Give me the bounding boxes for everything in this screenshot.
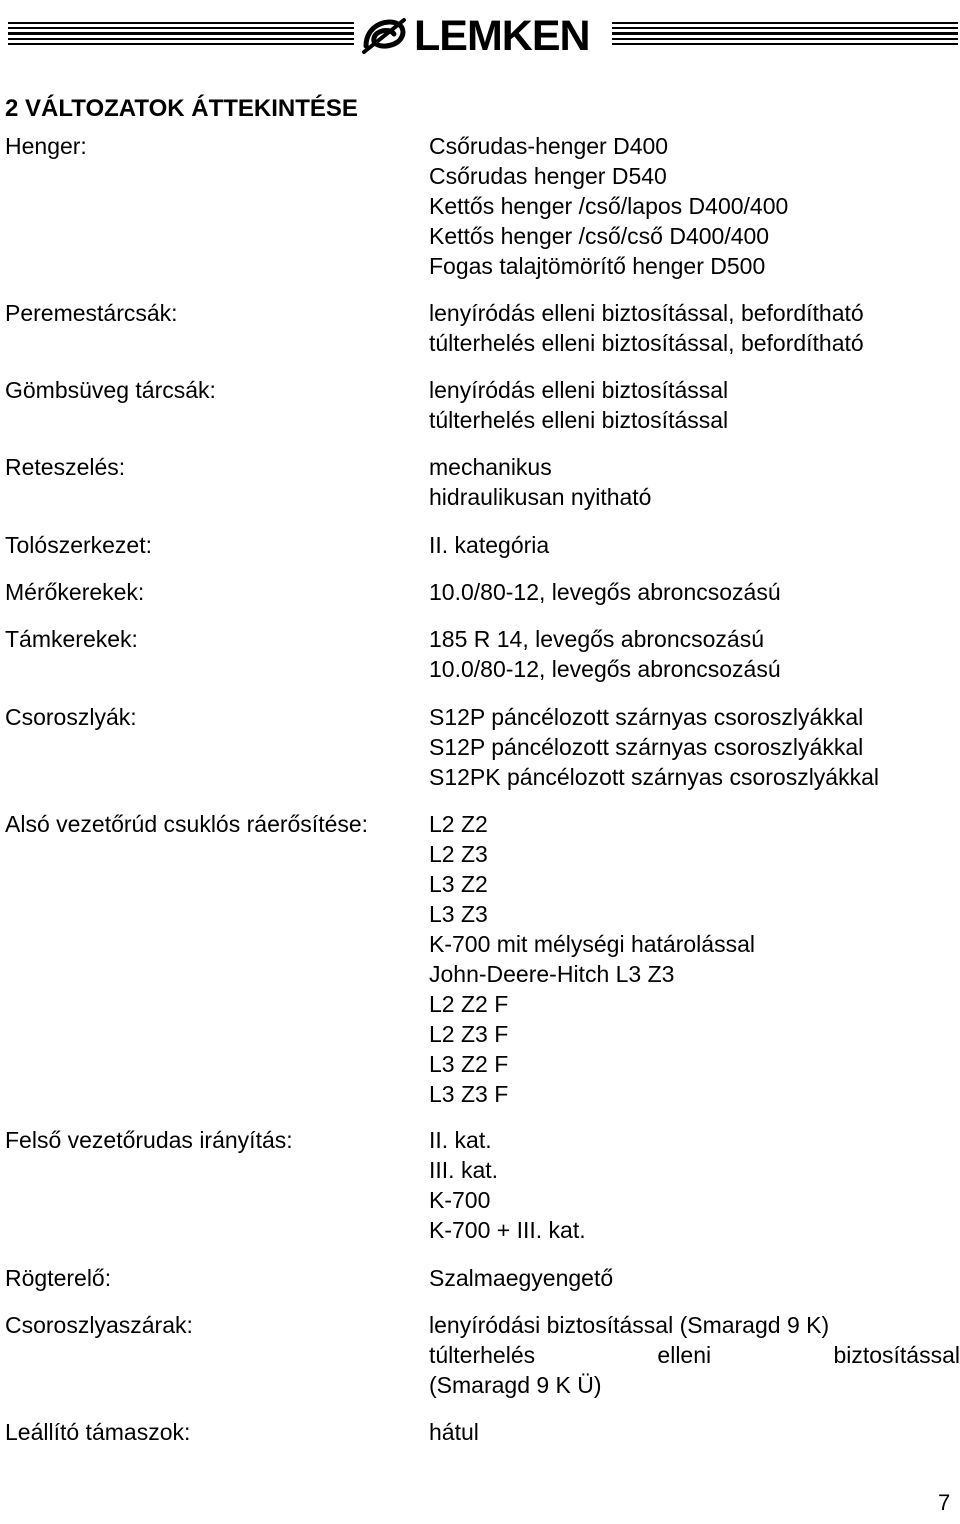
logo-text: LEMKEN xyxy=(414,12,590,60)
justified-word: elleni xyxy=(657,1342,712,1368)
spec-values xyxy=(429,624,960,684)
spec-label: Henger: xyxy=(5,133,87,159)
spec-values xyxy=(429,702,960,792)
spec-label: Alsó vezetőrúd csuklós ráerősítése: xyxy=(5,811,369,837)
lemken-emblem-icon xyxy=(360,16,410,56)
spec-value: (Smaragd 9 K Ü) xyxy=(429,1372,602,1398)
page-number: 7 xyxy=(938,1490,951,1515)
spec-value: lenyíródási biztosítással (Smaragd 9 K) xyxy=(429,1312,830,1338)
spec-value: L2 Z3 F xyxy=(429,1021,509,1047)
spec-value: Kettős henger /cső/lapos D400/400 xyxy=(429,193,789,219)
spec-value-justified xyxy=(429,1340,960,1370)
spec-values xyxy=(429,452,960,512)
spec-value: 10.0/80-12, levegős abroncsozású xyxy=(429,656,781,682)
spec-label: Rögterelő: xyxy=(5,1265,112,1291)
spec-values xyxy=(429,131,960,281)
justified-word: biztosítással xyxy=(833,1342,960,1368)
spec-value: John-Deere-Hitch L3 Z3 xyxy=(429,961,675,987)
spec-values xyxy=(429,375,960,435)
spec-label: Gömbsüveg tárcsák: xyxy=(5,377,216,403)
spec-value: Kettős henger /cső/cső D400/400 xyxy=(429,223,770,249)
spec-value: lenyíródás elleni biztosítással xyxy=(429,377,729,403)
spec-values xyxy=(429,1263,960,1293)
spec-values xyxy=(429,298,960,358)
page-header xyxy=(0,0,960,70)
spec-value: túlterhelés elleni biztosítással, befordítható xyxy=(429,330,864,356)
header-rule-right xyxy=(612,22,958,48)
spec-label: Reteszelés: xyxy=(5,454,126,480)
spec-values xyxy=(429,809,960,1109)
spec-value: túlterhelés elleni biztosítással xyxy=(429,407,729,433)
spec-values xyxy=(429,530,960,560)
spec-value: Szalmaegyengető xyxy=(429,1265,614,1291)
spec-value: III. kat. xyxy=(429,1157,499,1183)
spec-label: Csoroszlyaszárak: xyxy=(5,1312,193,1338)
spec-label: Mérőkerekek: xyxy=(5,579,145,605)
spec-value: L3 Z3 xyxy=(429,901,488,927)
spec-value: L3 Z2 xyxy=(429,871,488,897)
spec-value: S12P páncélozott szárnyas csoroszlyákkal xyxy=(429,704,864,730)
spec-value: S12P páncélozott szárnyas csoroszlyákkal xyxy=(429,734,864,760)
spec-label: Csoroszlyák: xyxy=(5,704,137,730)
spec-values xyxy=(429,577,960,607)
spec-value: L2 Z3 xyxy=(429,841,488,867)
spec-value: hátul xyxy=(429,1419,479,1445)
spec-value: II. kategória xyxy=(429,532,550,558)
spec-value: K-700 mit mélységi határolással xyxy=(429,931,755,957)
spec-value: Csőrudas-henger D400 xyxy=(429,133,669,159)
spec-value: hidraulikusan nyitható xyxy=(429,484,652,510)
spec-value: K-700 xyxy=(429,1187,491,1213)
spec-value: 185 R 14, levegős abroncsozású xyxy=(429,626,764,652)
header-rule-left xyxy=(8,22,354,48)
spec-value: Fogas talajtömörítő henger D500 xyxy=(429,253,766,279)
spec-value: S12PK páncélozott szárnyas csoroszlyákkal xyxy=(429,764,879,790)
spec-value: 10.0/80-12, levegős abroncsozású xyxy=(429,579,781,605)
spec-label: Tolószerkezet: xyxy=(5,532,153,558)
spec-value: L2 Z2 F xyxy=(429,991,509,1017)
spec-label: Támkerekek: xyxy=(5,626,138,652)
lemken-logo xyxy=(360,10,610,62)
spec-values xyxy=(429,1310,960,1400)
spec-label: Leállító támaszok: xyxy=(5,1419,191,1445)
section-title: 2 VÁLTOZATOK ÁTTEKINTÉSE xyxy=(5,95,358,122)
spec-value: Csőrudas henger D540 xyxy=(429,163,667,189)
spec-value: K-700 + III. kat. xyxy=(429,1217,586,1243)
spec-value: L3 Z3 F xyxy=(429,1081,509,1107)
spec-values xyxy=(429,1417,960,1447)
spec-value: II. kat. xyxy=(429,1127,492,1153)
spec-label: Felső vezetőrudas irányítás: xyxy=(5,1127,293,1153)
spec-value: mechanikus xyxy=(429,454,552,480)
spec-value: L3 Z2 F xyxy=(429,1051,509,1077)
spec-values xyxy=(429,1125,960,1245)
spec-value: L2 Z2 xyxy=(429,811,488,837)
justified-word: túlterhelés xyxy=(429,1342,536,1368)
spec-value: lenyíródás elleni biztosítással, befordítható xyxy=(429,300,864,326)
spec-label: Peremestárcsák: xyxy=(5,300,178,326)
